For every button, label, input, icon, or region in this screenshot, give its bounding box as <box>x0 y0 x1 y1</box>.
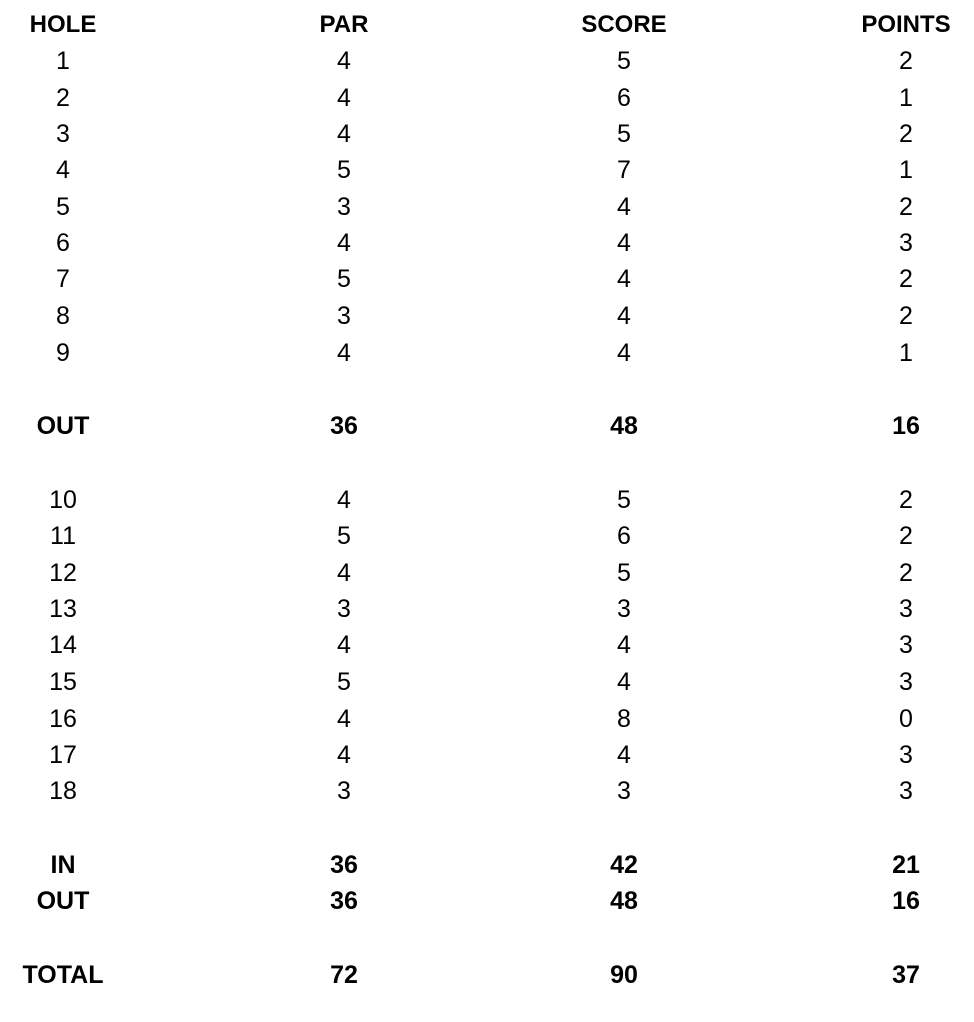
hole-number: 13 <box>49 595 77 623</box>
hole-row <box>0 521 974 551</box>
hole-row <box>0 594 974 624</box>
hole-score: 3 <box>617 777 631 805</box>
points-column-header: POINTS <box>861 11 951 38</box>
hole-par: 4 <box>337 631 351 659</box>
hole-points: 2 <box>899 522 913 550</box>
hole-row <box>0 301 974 331</box>
hole-number: 3 <box>56 120 70 148</box>
hole-row <box>0 264 974 294</box>
hole-number: 7 <box>56 265 70 293</box>
hole-points: 2 <box>899 302 913 330</box>
hole-row <box>0 776 974 806</box>
subtotal-par: 36 <box>330 412 358 440</box>
hole-par: 4 <box>337 229 351 257</box>
hole-par: 4 <box>337 559 351 587</box>
hole-number: 6 <box>56 229 70 257</box>
hole-par: 3 <box>337 595 351 623</box>
hole-score: 4 <box>617 339 631 367</box>
in-total-row <box>0 850 974 880</box>
hole-score: 5 <box>617 120 631 148</box>
hole-number: 11 <box>50 522 76 550</box>
hole-score: 4 <box>617 302 631 330</box>
out-total-par: 36 <box>330 887 358 915</box>
hole-par: 4 <box>337 339 351 367</box>
hole-row <box>0 630 974 660</box>
hole-score: 8 <box>617 705 631 733</box>
hole-points: 1 <box>899 84 913 112</box>
hole-points: 3 <box>899 595 913 623</box>
hole-number: 1 <box>56 47 70 75</box>
hole-score: 5 <box>617 486 631 514</box>
out-total-score: 48 <box>610 887 638 915</box>
hole-number: 14 <box>49 631 77 659</box>
hole-par: 4 <box>337 47 351 75</box>
score-column-header: SCORE <box>581 11 667 38</box>
out-total-row <box>0 886 974 916</box>
hole-score: 4 <box>617 193 631 221</box>
hole-row <box>0 338 974 368</box>
hole-row <box>0 119 974 149</box>
hole-number: 5 <box>56 193 70 221</box>
out-total-label: OUT <box>36 887 90 915</box>
hole-number: 12 <box>49 559 77 587</box>
hole-row <box>0 667 974 697</box>
hole-score: 7 <box>617 156 631 184</box>
hole-points: 2 <box>899 559 913 587</box>
hole-score: 4 <box>617 668 631 696</box>
hole-number: 9 <box>56 339 70 367</box>
hole-points: 3 <box>899 741 913 769</box>
hole-number: 16 <box>49 705 77 733</box>
hole-row <box>0 485 974 515</box>
hole-points: 2 <box>899 486 913 514</box>
in-total-par: 36 <box>330 851 358 879</box>
hole-par: 5 <box>337 265 351 293</box>
hole-par: 3 <box>337 193 351 221</box>
in-total-points: 21 <box>892 851 920 879</box>
hole-number: 18 <box>49 777 77 805</box>
hole-par: 4 <box>337 84 351 112</box>
hole-points: 3 <box>899 229 913 257</box>
hole-par: 3 <box>337 777 351 805</box>
hole-row <box>0 155 974 185</box>
hole-points: 2 <box>899 47 913 75</box>
hole-score: 5 <box>617 47 631 75</box>
hole-row <box>0 740 974 770</box>
hole-points: 1 <box>899 156 913 184</box>
hole-par: 3 <box>337 302 351 330</box>
hole-score: 4 <box>617 631 631 659</box>
hole-points: 2 <box>899 193 913 221</box>
hole-row <box>0 192 974 222</box>
out-total-points: 16 <box>892 887 920 915</box>
hole-row <box>0 46 974 76</box>
hole-number: 4 <box>56 156 70 184</box>
hole-row <box>0 228 974 258</box>
subtotal-label: OUT <box>36 412 90 440</box>
hole-par: 5 <box>337 156 351 184</box>
hole-score: 6 <box>617 522 631 550</box>
hole-points: 3 <box>899 668 913 696</box>
hole-number: 8 <box>56 302 70 330</box>
hole-row <box>0 704 974 734</box>
hole-points: 1 <box>899 339 913 367</box>
in-total-score: 42 <box>610 851 638 879</box>
hole-number: 17 <box>49 741 77 769</box>
hole-score: 3 <box>617 595 631 623</box>
header-row <box>0 10 974 40</box>
hole-row <box>0 83 974 113</box>
grand-total-score: 90 <box>610 961 638 989</box>
subtotal-points: 16 <box>892 412 920 440</box>
hole-number: 2 <box>56 84 70 112</box>
hole-column-header: HOLE <box>29 11 97 38</box>
hole-points: 0 <box>899 705 913 733</box>
hole-row <box>0 558 974 588</box>
hole-score: 5 <box>617 559 631 587</box>
par-column-header: PAR <box>319 11 369 38</box>
hole-points: 3 <box>899 777 913 805</box>
hole-number: 15 <box>49 668 77 696</box>
hole-number: 10 <box>49 486 77 514</box>
hole-par: 5 <box>337 668 351 696</box>
hole-score: 4 <box>617 741 631 769</box>
grand-total-points: 37 <box>892 961 920 989</box>
out-subtotal-row <box>0 411 974 441</box>
grand-total-label: TOTAL <box>22 961 104 989</box>
grand-total-row <box>0 960 974 990</box>
hole-score: 4 <box>617 229 631 257</box>
hole-points: 3 <box>899 631 913 659</box>
hole-points: 2 <box>899 265 913 293</box>
hole-par: 4 <box>337 486 351 514</box>
hole-points: 2 <box>899 120 913 148</box>
hole-par: 4 <box>337 120 351 148</box>
hole-par: 5 <box>337 522 351 550</box>
hole-score: 4 <box>617 265 631 293</box>
in-total-label: IN <box>50 851 76 879</box>
grand-total-par: 72 <box>330 961 358 989</box>
hole-par: 4 <box>337 741 351 769</box>
hole-par: 4 <box>337 705 351 733</box>
subtotal-score: 48 <box>610 412 638 440</box>
hole-score: 6 <box>617 84 631 112</box>
